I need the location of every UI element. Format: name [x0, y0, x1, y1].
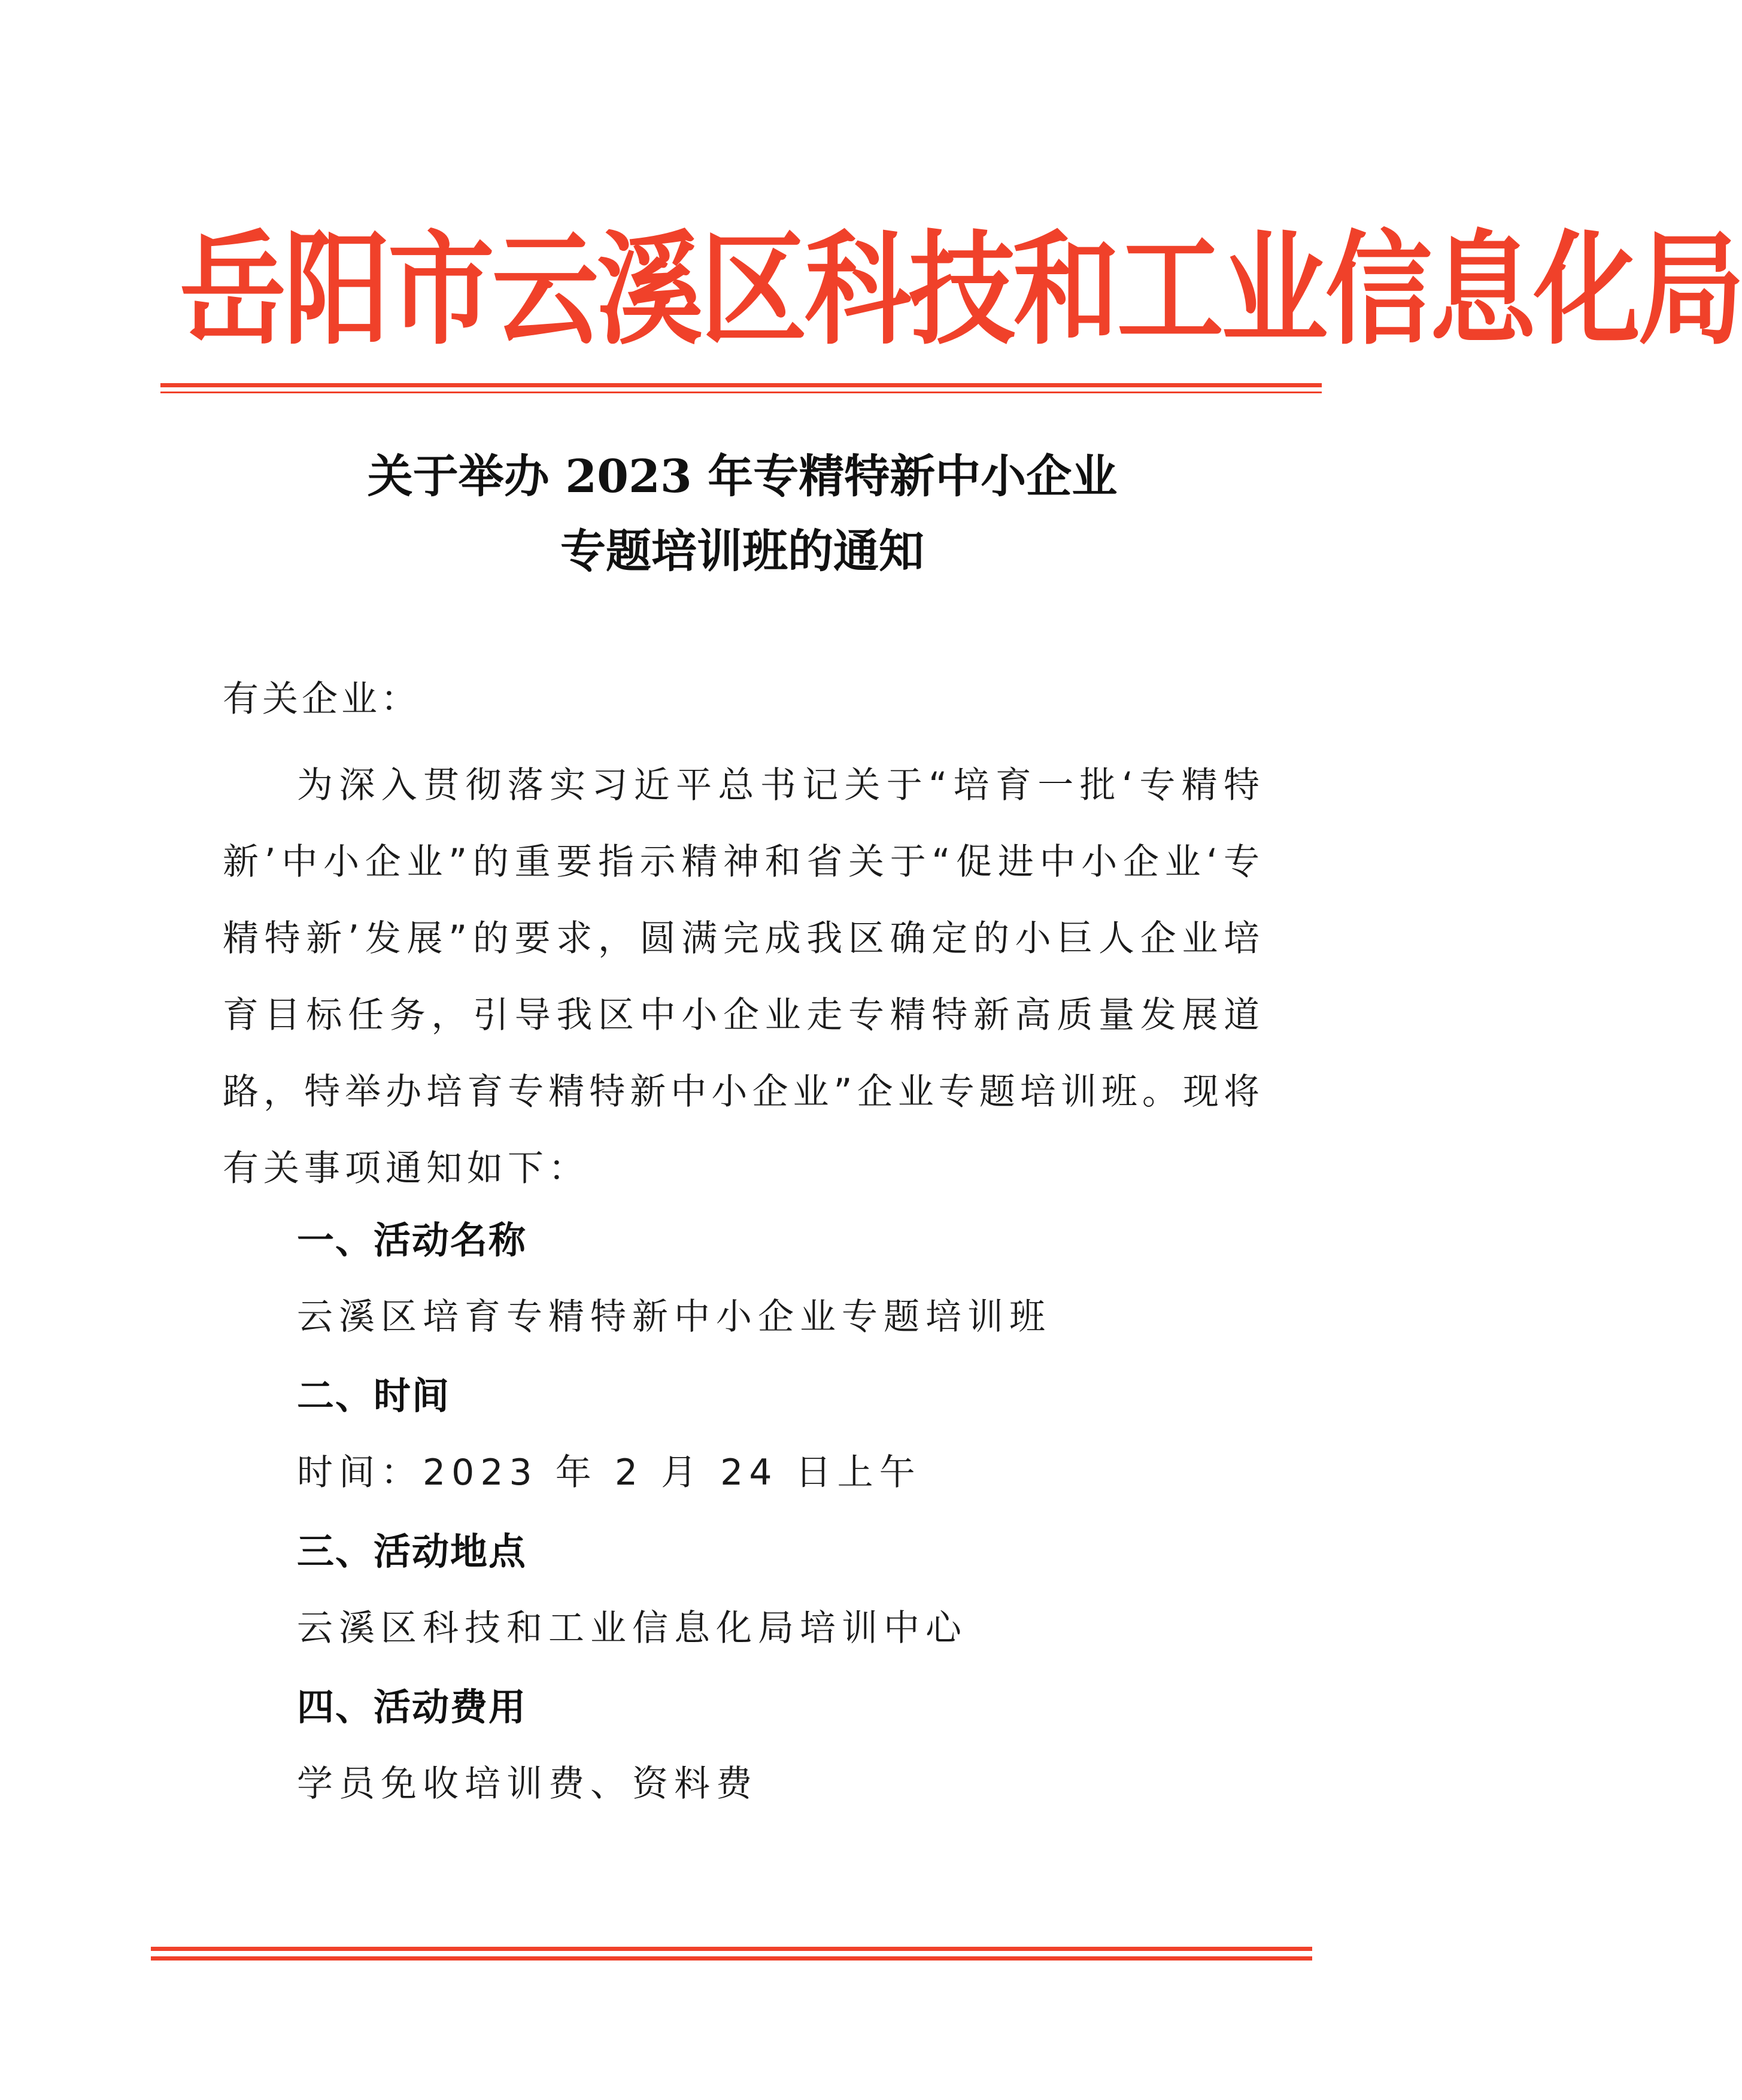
section-body-location: 云溪区科技和工业信息化局培训中心 — [297, 1607, 967, 1649]
section-heading-fees: 四、活动费用 — [297, 1685, 527, 1729]
section-body-time: 时间：2023 年 2 月 24 日上午 — [297, 1452, 921, 1494]
document-title-line-1: 关于举办 2023 年专精特新中小企业 — [367, 450, 1118, 503]
section-body-activity-name: 云溪区培育专精特新中小企业专题培训班 — [297, 1296, 1051, 1338]
document-title-line-2: 专题培训班的通知 — [560, 524, 924, 578]
section-heading-activity-name: 一、活动名称 — [297, 1218, 527, 1262]
footer-divider-top — [151, 1947, 1312, 1951]
letterhead-divider-thick — [160, 383, 1322, 387]
letterhead-divider-thin — [160, 392, 1322, 393]
salutation: 有关企业： — [223, 678, 420, 720]
intro-paragraph: 为深入贯彻落实习近平总书记关于“培育一批‘专精特新’中小企业”的重要指示精神和省关于“促进中小企业‘专精特新’发展”的要求，圆满完成我区确定的小巨人企业培育目标任务，引导我区中小企业走专精特新高质量发展道路，特举办培育专精特新中小企业”企业专题培训班。现将有关事项通知如下： — [223, 764, 1264, 1189]
letterhead-org-name: 岳阳市云溪区科技和工业信息化局 — [180, 219, 1742, 362]
section-heading-time: 二、时间 — [297, 1374, 451, 1418]
footer-divider-bottom — [151, 1956, 1312, 1961]
section-heading-location: 三、活动地点 — [297, 1530, 527, 1573]
section-body-fees: 学员免收培训费、资料费 — [297, 1763, 758, 1805]
